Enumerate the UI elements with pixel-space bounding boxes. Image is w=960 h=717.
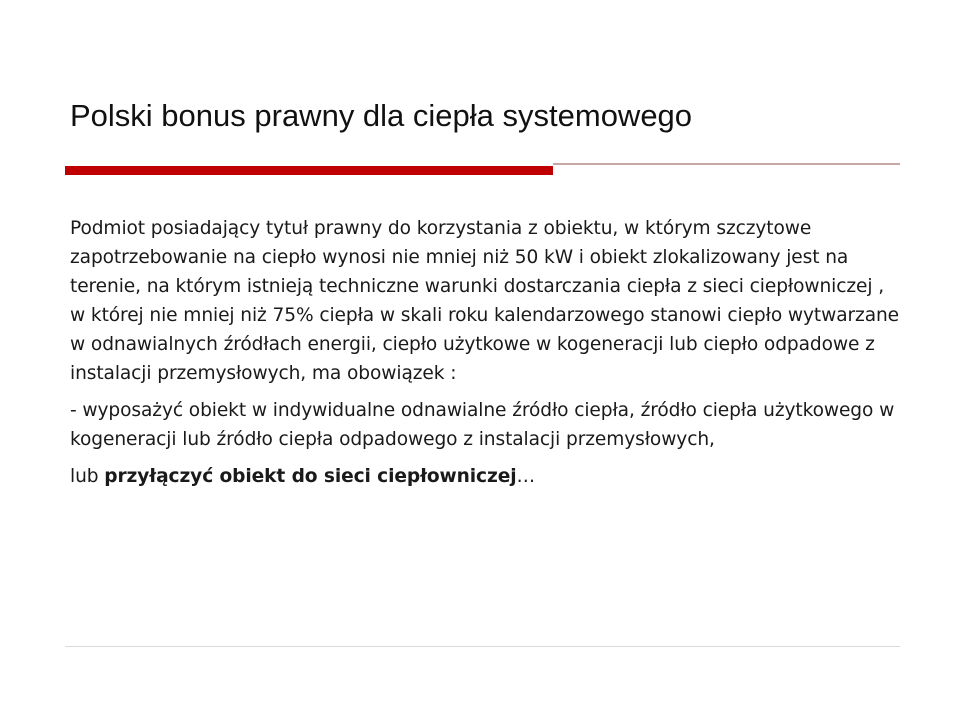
connect-suffix: … (516, 466, 535, 487)
slide-title: Polski bonus prawny dla ciepła systemowego (70, 98, 693, 133)
paragraph-obligation: Podmiot posiadający tytuł prawny do korzystania z obiektu, w którym szczytowe zapotrzebowanie na ciepło wynosi nie mniej niż 50 kW i obiekt zlokalizowany jest na terenie, na którym istnieją techniczne warunki dostarczania ciepła z sieci ciepłowniczej , w której nie mniej niż 75% ciepła w skali roku kalendarzowego stanowi ciepło wytwarzane w odnawialnych źródłach energii, ciepło użytkowe w kogeneracji lub ciepło odpadowe z instalacji przemysłowych, ma obowiązek : (70, 218, 900, 384)
connect-bold-text: przyłączyć obiekt do sieci ciepłowniczej (104, 466, 517, 487)
footer-divider-line (65, 646, 900, 647)
title-accent-bar (65, 166, 553, 175)
connect-prefix: lub (70, 466, 105, 487)
title-divider-line (553, 163, 900, 165)
slide-body (70, 214, 900, 491)
paragraph-option-connect (70, 462, 900, 491)
paragraph-option-equip: - wyposażyć obiekt w indywidualne odnawialne źródło ciepła, źródło ciepła użytkowego w kogeneracji lub źródło ciepła odpadowego z instalacji przemysłowych, (70, 400, 895, 450)
